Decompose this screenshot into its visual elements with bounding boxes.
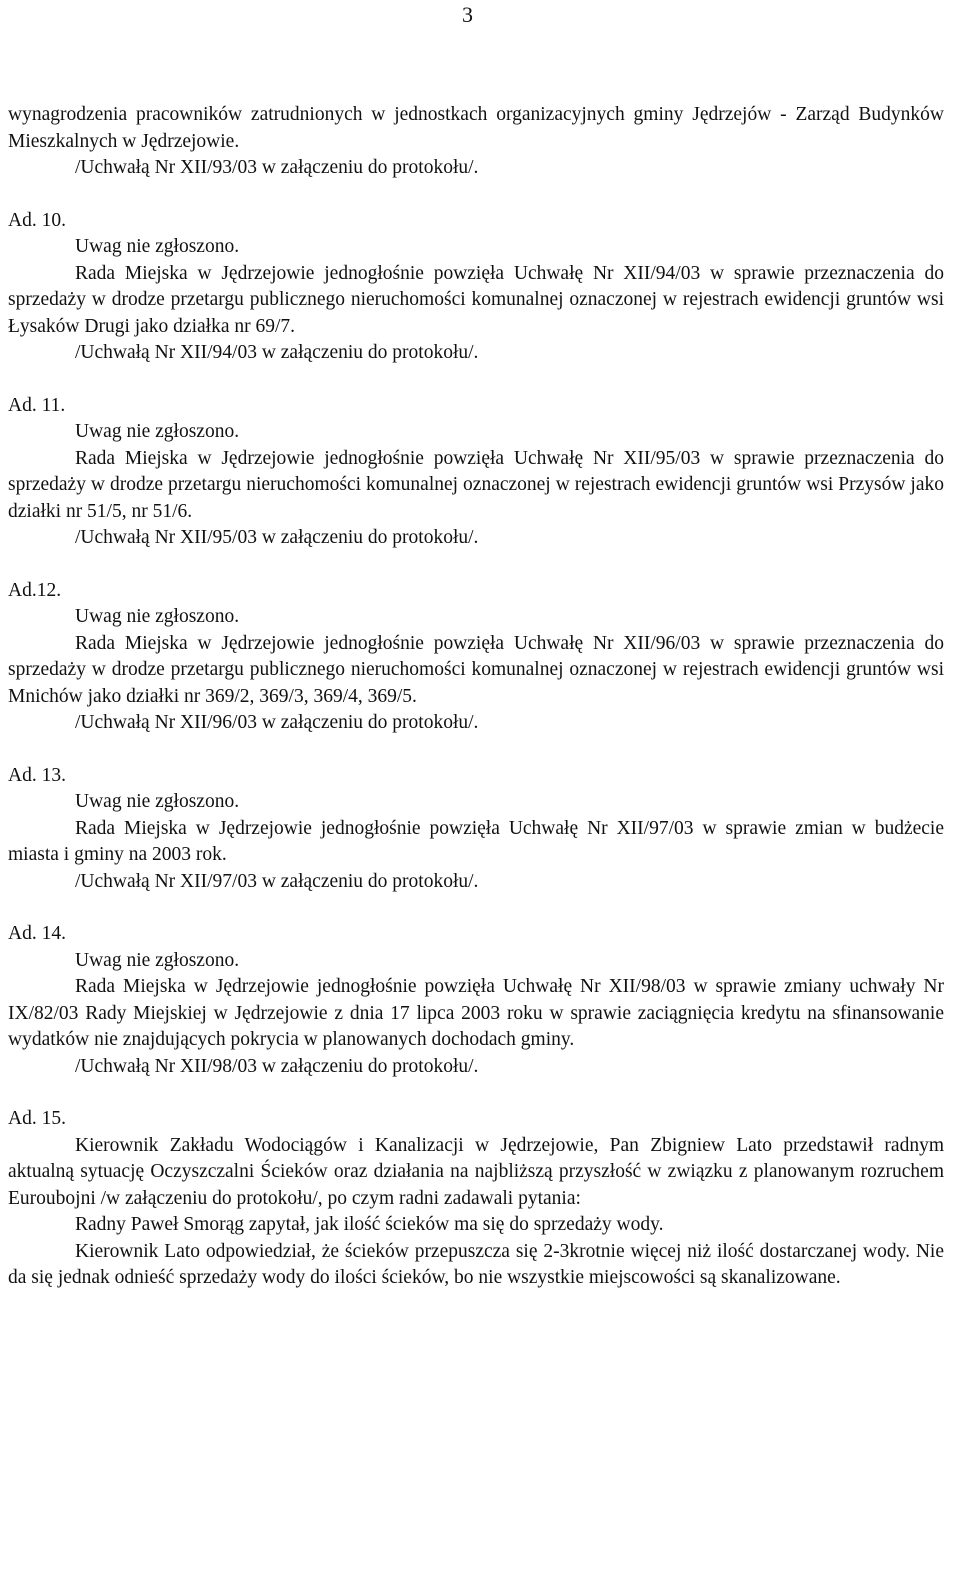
agenda-item-12 xyxy=(8,578,944,737)
agenda-item-14 xyxy=(8,921,944,1080)
agenda-item-13 xyxy=(8,763,944,896)
agenda-item-15 xyxy=(8,1106,944,1292)
item-text: Kierownik Zakładu Wodociągów i Kanalizacji w Jędrzejowie, Pan Zbigniew Lato przedstawił radnym aktualną sytuację Oczyszczalni Ścieków oraz działania na najbliższą przyszłość w związku z planowanym rozruchem Euroubojni /w załączeniu do protokołu/, po czym radni zadawali pytania: xyxy=(8,1134,944,1209)
item-text: Rada Miejska w Jędrzejowie jednogłośnie powzięła Uchwałę Nr XII/98/03 w sprawie zmiany uchwały Nr IX/82/03 Rady Miejskiej w Jędrzejowie z dnia 17 lipca 2003 roku w sprawie zaciągnięcia kredytu na sfinansowanie wydatków nie znajdujących pokrycia w planowanych dochodach gminy. xyxy=(8,976,944,1050)
item-text: Radny Paweł Smorąg zapytał, jak ilość ścieków ma się do sprzedaży wody. xyxy=(75,1214,664,1235)
item-heading: Ad. 14. xyxy=(8,923,66,944)
intro-paragraph: wynagrodzenia pracowników zatrudnionych w jednostkach organizacyjnych gminy Jędrzejów - Zarząd Budynków Mieszkalnych w Jędrzejowie. xyxy=(8,104,944,152)
document-body xyxy=(8,102,944,1292)
item-remarks: Uwag nie zgłoszono. xyxy=(75,606,240,627)
item-text: Rada Miejska w Jędrzejowie jednogłośnie powzięła Uchwałę Nr XII/94/03 w sprawie przeznaczenia do sprzedaży w drodze przetargu publicznego nieruchomości komunalnej oznaczonej w rejestrach ewidencji gruntów wsi Łysaków Drugi jako działka nr 69/7. xyxy=(8,262,944,337)
item-text: Rada Miejska w Jędrzejowie jednogłośnie powzięła Uchwałę Nr XII/95/03 w sprawie przeznaczenia do sprzedaży w drodze przetargu nieruchomości komunalnej oznaczonej w rejestrach ewidencji gruntów wsi Przysów jako działki nr 51/5, nr 51/6. xyxy=(8,447,944,522)
item-text: Rada Miejska w Jędrzejowie jednogłośnie powzięła Uchwałę Nr XII/97/03 w sprawie zmian w budżecie miasta i gminy na 2003 rok. xyxy=(8,817,944,865)
item-resolution: /Uchwałą Nr XII/94/03 w załączeniu do protokołu/. xyxy=(75,342,479,363)
item-heading: Ad. 10. xyxy=(8,209,66,231)
item-remarks: Uwag nie zgłoszono. xyxy=(75,421,240,442)
item-heading: Ad.12. xyxy=(8,579,62,601)
agenda-item-10 xyxy=(8,208,944,367)
item-remarks: Uwag nie zgłoszono. xyxy=(75,791,240,812)
item-remarks: Uwag nie zgłoszono. xyxy=(75,949,240,971)
item-resolution: /Uchwałą Nr XII/95/03 w załączeniu do protokołu/. xyxy=(75,527,479,548)
agenda-item-11 xyxy=(8,393,944,552)
item-remarks: Uwag nie zgłoszono. xyxy=(75,236,240,257)
item-heading: Ad. 13. xyxy=(8,764,66,786)
item-text: Kierownik Lato odpowiedział, że ścieków przepuszcza się 2-3krotnie więcej niż ilość dostarczanej wody. Nie da się jednak odnieść sprzedaży wody do ilości ścieków, bo nie wszystkie miejscowości są skanalizowane. xyxy=(8,1240,944,1288)
intro-resolution: /Uchwałą Nr XII/93/03 w załączeniu do protokołu/. xyxy=(75,157,479,178)
item-heading: Ad. 15. xyxy=(8,1108,66,1129)
item-resolution: /Uchwałą Nr XII/96/03 w załączeniu do protokołu/. xyxy=(75,712,479,733)
item-text: Rada Miejska w Jędrzejowie jednogłośnie powzięła Uchwałę Nr XII/96/03 w sprawie przeznaczenia do sprzedaży w drodze przetargu publicznego nieruchomości komunalnej oznaczonej w rejestrach ewidencji gruntów wsi Mnichów jako działki nr 369/2, 369/3, 369/4, 369/5. xyxy=(8,632,944,707)
item-heading: Ad. 11. xyxy=(8,394,66,416)
page-number: 3 xyxy=(462,2,473,27)
item-resolution: /Uchwałą Nr XII/98/03 w załączeniu do protokołu/. xyxy=(75,1055,479,1077)
item-resolution: /Uchwałą Nr XII/97/03 w załączeniu do protokołu/. xyxy=(75,870,479,892)
